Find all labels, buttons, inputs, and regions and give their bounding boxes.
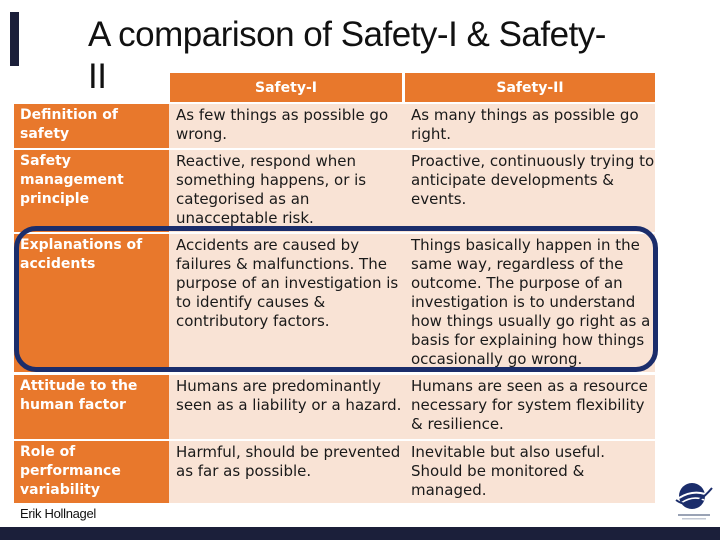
table-row [14, 148, 655, 232]
title-line-2: II [88, 57, 107, 96]
column-header-safety-2: Safety-II [405, 73, 655, 102]
table-row [14, 439, 655, 503]
cell-safety-1: Humans are predominantly seen as a liability or a hazard. [176, 377, 402, 414]
row-label-definition: Definition of safety [14, 104, 169, 148]
row-label-explanations: Explanations of accidents [14, 234, 169, 372]
author-name: Erik Hollnagel [20, 506, 97, 521]
footer-bar [0, 527, 720, 540]
row-label-human-factor: Attitude to the human factor [14, 375, 169, 439]
cell-safety-2: As many things as possible go right. [411, 106, 639, 143]
cell-safety-2: Inevitable but also useful. Should be monitored & managed. [411, 443, 606, 499]
cell-safety-2: Proactive, continuously trying to anticipate developments & events. [411, 152, 655, 208]
table-row [14, 232, 655, 372]
column-header-safety-1: Safety-I [170, 73, 402, 102]
cell-safety-2: Things basically happen in the same way, regardless of the outcome. The purpose of an investigation is to understand how things usually go right as a basis for explaining how things occasionally go wrong. [411, 236, 651, 368]
title-line-1: A comparison of Safety-I & Safety- [88, 15, 606, 54]
row-label-performance-variability: Role of performance variability [14, 441, 169, 503]
table-row [14, 373, 655, 439]
cell-safety-1: As few things as possible go wrong. [176, 106, 389, 143]
globe-logo-icon [672, 478, 716, 522]
table-row [14, 102, 655, 148]
row-label-management-principle: Safety management principle [14, 150, 169, 232]
cell-safety-1: Reactive, respond when something happens, or is categorised as an unacceptable risk. [176, 152, 367, 227]
title-accent-bar [10, 12, 19, 66]
cell-safety-1: Harmful, should be prevented as far as possible. [176, 443, 401, 480]
cell-safety-2: Humans are seen as a resource necessary for system flexibility & resilience. [411, 377, 648, 433]
cell-safety-1: Accidents are caused by failures & malfunctions. The purpose of an investigation is to identify causes & contributory factors. [176, 236, 399, 330]
